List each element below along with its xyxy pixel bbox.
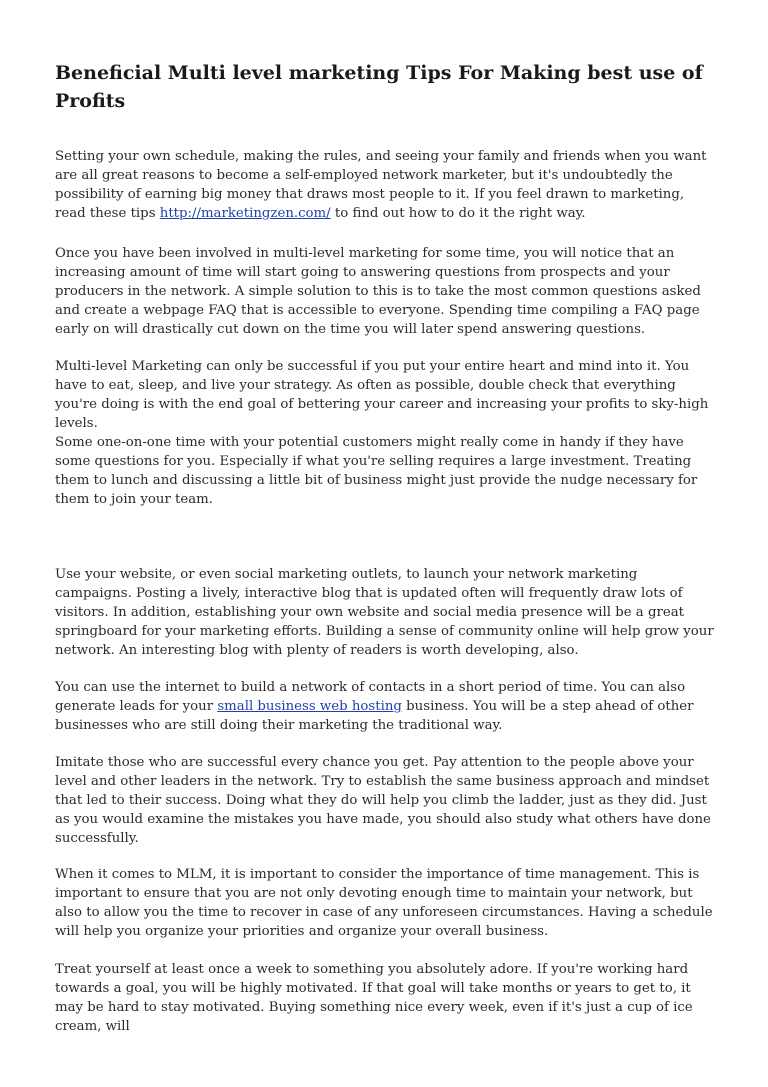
paragraph-internet bbox=[55, 679, 717, 736]
paragraph-imitate: Imitate those who are successful every chance you get. Pay attention to the people above your level and other leaders in the network. Try to establish the same business approach and mindset that led to their success. Doing what they do will help you climb the ladder, just as they did. Just as you would examine the mistakes you have made, you should also study what others have done successfully. bbox=[55, 755, 711, 846]
paragraph-intro bbox=[55, 148, 717, 224]
paragraph-time-management: When it comes to MLM, it is important to consider the importance of time management. This is important to ensure that you are not only devoting enough time to maintain your network, but also to allow you the time to recover in case of any unforeseen circumstances. Having a schedule will help you organize your priorities and organize your overall business. bbox=[55, 867, 713, 939]
marketingzen-link[interactable]: http://marketingzen.com/ bbox=[159, 205, 331, 221]
paragraph-text: Setting your own schedule, making the rules, and seeing your family and friends when you want are all great reasons to become a self-employed network marketer, but it's undoubtedly the possibility of earning big money that draws most people to it. If you feel drawn to marketing, read these tips bbox=[55, 149, 707, 221]
paragraph-text: business. You will be a step ahead of other businesses who are still doing their marketing the traditional way. bbox=[55, 698, 694, 733]
paragraph-faq: Once you have been involved in multi-level marketing for some time, you will notice that an increasing amount of time will start going to answering questions from prospects and your producers in the network. A simple solution to this is to take the most common questions asked and create a webpage FAQ that is accessible to everyone. Spending time compiling a FAQ page early on will drastically cut down on the time you will later spend answering questions. bbox=[55, 246, 701, 337]
paragraph-treat-yourself: Treat yourself at least once a week to something you absolutely adore. If you're working hard towards a goal, you will be highly motivated. If that goal will take months or years to get to, it may be hard to stay motivated. Buying something nice every week, even if it's just a cup of ice cream, will bbox=[55, 962, 693, 1034]
paragraph-text: You can use the internet to build a network of contacts in a short period of time. You can also generate leads for your bbox=[55, 680, 686, 714]
paragraph-commitment: Multi-level Marketing can only be successful if you put your entire heart and mind into it. You have to eat, sleep, and live your strategy. As often as possible, double check that everything you're doing is with the end goal of bettering your career and increasing your profits to sky-high levels. bbox=[55, 359, 709, 431]
web-hosting-link[interactable]: small business web hosting bbox=[217, 698, 402, 714]
paragraph-website: Use your website, or even social marketing outlets, to launch your network marketing campaigns. Posting a lively, interactive blog that is updated often will frequently draw lots of visitors. In addition, establishing your own website and social media presence will be a great springboard for your marketing efforts. Building a sense of community online will help grow your network. An interesting blog with plenty of readers is worth developing, also. bbox=[55, 567, 714, 658]
page-title: Beneficial Multi level marketing Tips For Making best use of Profits bbox=[55, 62, 703, 112]
paragraph-one-on-one: Some one-on-one time with your potential customers might really come in handy if they have some questions for you. Especially if what you're selling requires a large investment. Treating them to lunch and discussing a little bit of business might just provide the nudge necessary for them to join your team. bbox=[55, 435, 698, 507]
paragraph-text: to find out how to do it the right way. bbox=[330, 205, 586, 221]
